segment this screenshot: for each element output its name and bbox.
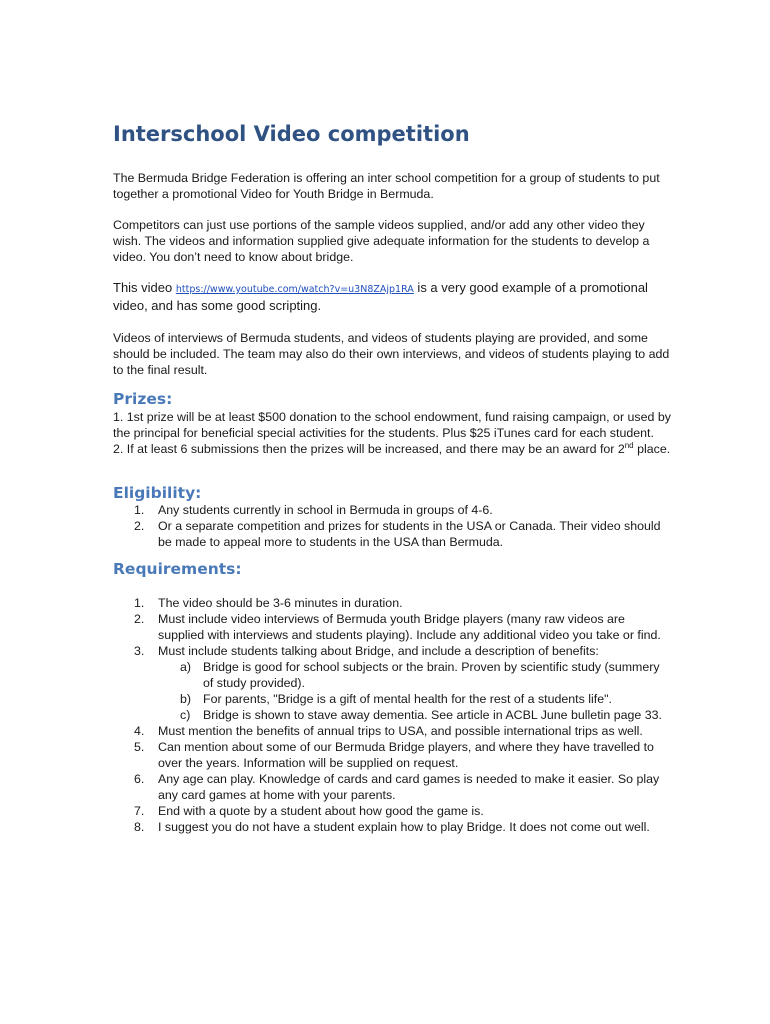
list-marker: 2. — [134, 519, 145, 533]
list-item-text: Must mention the benefits of annual trips to USA, and possible international trips as well. — [158, 724, 643, 738]
list-item-text: Any students currently in school in Bermuda in groups of 4-6. — [158, 503, 493, 517]
list-marker: 4. — [134, 724, 145, 738]
list-marker: 1. — [134, 596, 145, 610]
list-marker: 3. — [134, 644, 145, 658]
list-item-text: I suggest you do not have a student explain how to play Bridge. It does not come out well. — [158, 820, 650, 834]
list-marker: 5. — [134, 740, 145, 754]
prizes-heading: Prizes: — [113, 390, 173, 408]
list-item — [113, 771, 673, 803]
list-item — [113, 502, 673, 518]
sub-list-item — [158, 691, 673, 707]
intro-p3-is: is — [413, 280, 427, 295]
list-item-text: Must include video interviews of Bermuda youth Bridge players (many raw videos are supplied with interviews and students playing). Include any additional video you take or find. — [158, 612, 661, 642]
eligibility-list — [113, 502, 673, 550]
prize-line-1: 1. 1st prize will be at least $500 donation to the school endowment, fund raising campaign, or used by the principal for beneficial special activities for the students. Plus $25 iTunes card for each student. — [113, 410, 671, 440]
benefits-list — [158, 659, 673, 723]
sub-list-item — [158, 659, 673, 691]
eligibility-heading: Eligibility: — [113, 484, 202, 502]
page-title: Interschool Video competition — [113, 122, 470, 146]
list-marker: 8. — [134, 820, 145, 834]
list-item — [113, 595, 673, 611]
list-item — [113, 819, 673, 835]
youtube-link[interactable]: https://www.youtube.com/watch?v=u3N8ZAjp1RA — [175, 284, 414, 295]
list-marker: 7. — [134, 804, 145, 818]
intro-p3-tail: a very good example of a promotional video, and has some good scripting. — [113, 280, 648, 313]
list-item-text: Or a separate competition and prizes for students in the USA or Canada. Their video should be made to appeal more to students in the USA than Bermuda. — [158, 519, 661, 549]
sub-list-item-text: For parents, "Bridge is a gift of mental health for the rest of a students life". — [203, 692, 612, 706]
sub-list-item-text: Bridge is good for school subjects or the brain. Proven by scientific study (summery of study provided). — [203, 660, 660, 690]
list-marker: 1. — [134, 503, 145, 517]
list-item-text: Any age can play. Knowledge of cards and card games is needed to make it easier. So play any card games at home with your parents. — [158, 772, 660, 802]
list-marker: 2. — [134, 612, 145, 626]
list-item-text: End with a quote by a student about how good the game is. — [158, 804, 484, 818]
prize-line-2-text: 2. If at least 6 submissions then the prizes will be increased, and there may be an award for 2 — [113, 442, 625, 456]
list-item — [113, 643, 673, 723]
intro-paragraph-1: The Bermuda Bridge Federation is offering an inter school competition for a group of students to put together a promotional Video for Youth Bridge in Bermuda. — [113, 171, 660, 201]
list-item-text: The video should be 3-6 minutes in duration. — [158, 596, 403, 610]
intro-paragraph-4: Videos of interviews of Bermuda students, and videos of students playing are provided, and some should be included. The team may also do their own interviews, and videos of students playing to add to the final result. — [113, 331, 670, 377]
intro-paragraph-2: Competitors can just use portions of the sample videos supplied, and/or add any other video they wish. The videos and information supplied give adequate information for the students to develop a video. You don’t need to know about bridge. — [113, 218, 650, 264]
sub-list-marker: b) — [180, 692, 192, 706]
sub-list-marker: c) — [180, 708, 191, 722]
list-marker: 6. — [134, 772, 145, 786]
document-body — [113, 122, 673, 835]
list-item — [113, 803, 673, 819]
sub-list-marker: a) — [180, 660, 192, 674]
intro-p3-lead: This video — [113, 280, 176, 295]
sub-list-item-text: Bridge is shown to stave away dementia. See article in ACBL June bulletin page 33. — [203, 708, 662, 722]
list-item-text: Must include students talking about Bridge, and include a description of benefits: — [158, 644, 599, 658]
intro-paragraph-3 — [113, 280, 673, 314]
requirements-heading: Requirements: — [113, 560, 242, 578]
list-item — [113, 518, 673, 550]
requirements-list — [113, 595, 673, 835]
list-item — [113, 611, 673, 643]
list-item-text: Can mention about some of our Bermuda Bridge players, and where they have travelled to over the years. Information will be supplied on request. — [158, 740, 654, 770]
prize-line-2 — [113, 441, 673, 457]
list-item — [113, 723, 673, 739]
sub-list-item — [158, 707, 673, 723]
prize-line-2-sup: nd — [624, 440, 634, 450]
prize-line-2-end: place. — [633, 442, 671, 456]
list-item — [113, 739, 673, 771]
